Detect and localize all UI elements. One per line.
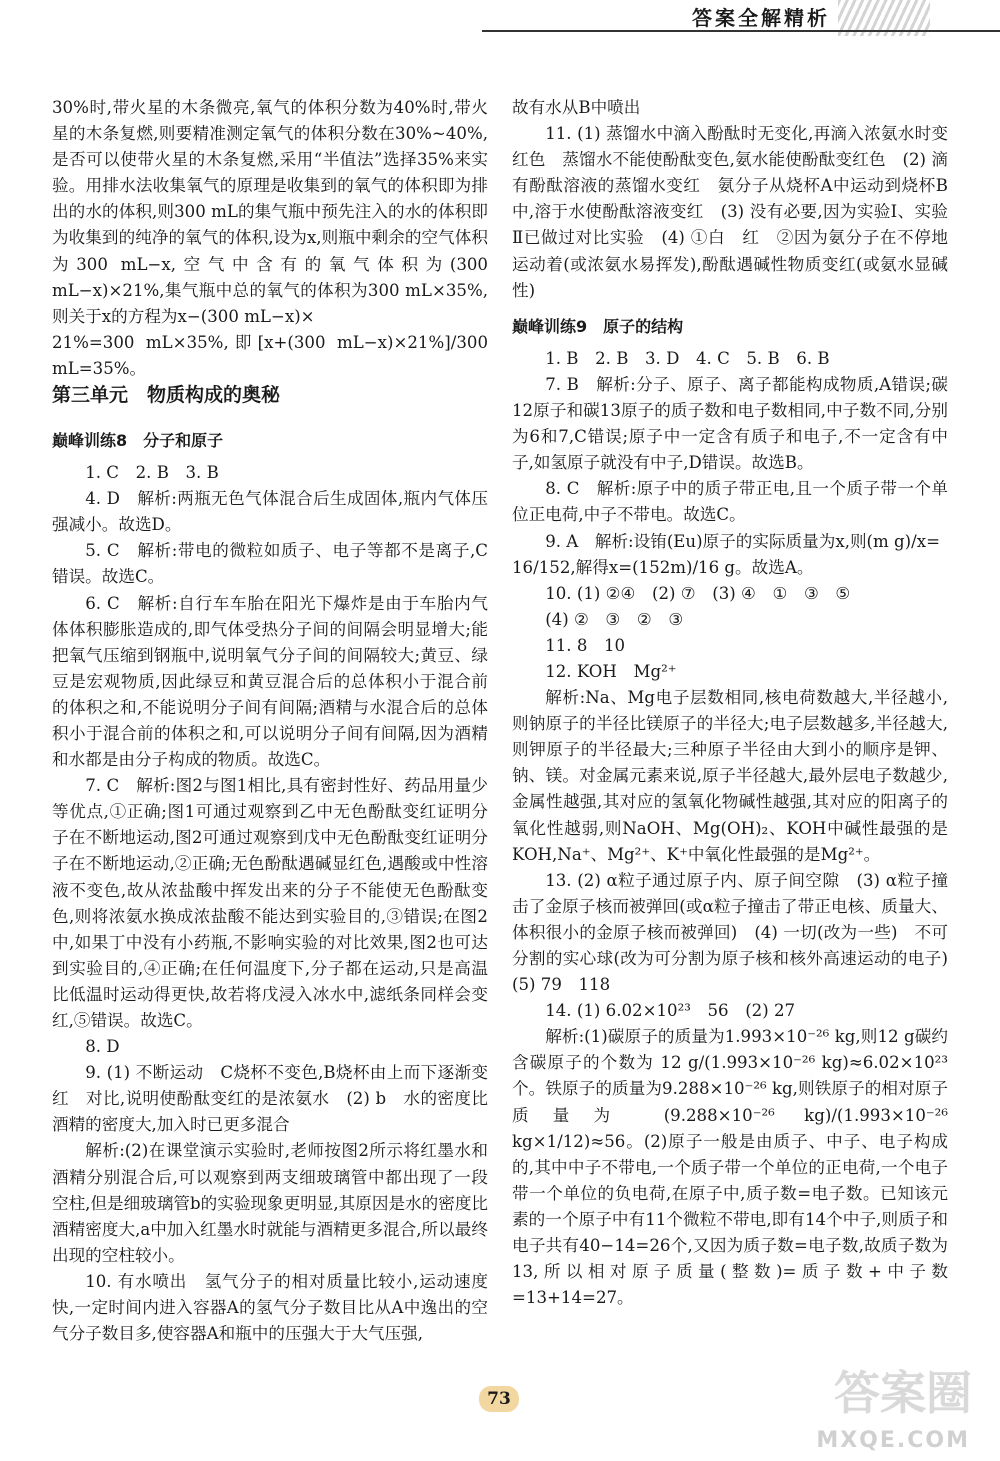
answer-item: 7. C 解析:图2与图1相比,具有密封性好、药品用量少等优点,①正确;图1可通过观察到乙中无色酚酞变红证明分子在不断地运动,图2可通过观察到戊中无色酚酞变红证明分子在不断地运动,②正确;无色酚酞遇碱显红色,遇酸或中性溶液不变色,故从浓盐酸中挥发出来的分子不能使无色酚酞变色,则将浓氨水换成浓盐酸不能达到实验目的,③错误;在图2中,如果丁中没有小药瓶,不影响实验的对比效果,图2也可达到实验目的,④正确;在任何温度下,分子都在运动,只是高温比低温时运动得更快,故若将戊浸入冰水中,滤纸条同样会变红,⑤错误。故选C。 bbox=[52, 776, 488, 1030]
unit-title: 第三单元 物质构成的奥秘 bbox=[52, 383, 281, 406]
answer-item: 14. (1) 6.02×10²³ 56 (2) 27 bbox=[545, 1001, 796, 1021]
answer-item: (4) ② ③ ② ③ bbox=[545, 609, 684, 629]
answer-item: 1. B 2. B 3. D 4. C 5. B 6. B bbox=[545, 348, 830, 368]
answer-item: 9. (1) 不断运动 C烧杯不变色,B烧杯由上而下逐渐变红 对比,说明使酚酞变红的是浓氨水 (2) b 水的密度比酒精的密度大,加入时已更多混合 bbox=[52, 1063, 488, 1135]
header-rule bbox=[482, 30, 1000, 32]
section-title: 巅峰训练8 分子和原子 bbox=[52, 430, 224, 450]
watermark-url: MXQE.COM bbox=[816, 1428, 970, 1453]
paragraph: 故有水从B中喷出 bbox=[512, 98, 641, 117]
answer-item: 7. B 解析:分子、原子、离子都能构成物质,A错误;碳12原子和碳13原子的质子数和电子数相同,中子数不同,分别为6和7,C错误;原子中一定含有质子和电子,不一定含有中子,如氢原子就没有中子,D错误。故选B。 bbox=[512, 374, 948, 473]
watermark-logo: 答案圈 bbox=[834, 1366, 972, 1420]
answer-item: 4. D 解析:两瓶无色气体混合后生成固体,瓶内气体压强减小。故选D。 bbox=[52, 489, 488, 535]
answer-item: 10. (1) ②④ (2) ⑦ (3) ④ ① ③ ⑤ bbox=[545, 583, 851, 603]
answer-item: 1. C 2. B 3. B bbox=[85, 463, 219, 483]
answer-item: 12. KOH Mg²⁺ bbox=[545, 661, 677, 681]
answer-item: 解析:(2)在课堂演示实验时,老师按图2所示将红墨水和酒精分别混合后,可以观察到两支细玻璃管中都出现了一段空柱,但是细玻璃管b的实验现象更明显,其原因是水的密度比酒精密度大,a中加入红墨水时就能与酒精更多混合,所以最终出现的空柱较小。 bbox=[52, 1141, 489, 1265]
answer-item: 10. 有水喷出 氢气分子的相对质量比较小,运动速度快,一定时间内进入容器A的氢气分子数目比从A中逸出的空气分子数目多,使容器A和瓶中的压强大于大气压强, bbox=[52, 1271, 488, 1344]
paragraph: 30%时,带火星的木条微亮,氧气的体积分数为40%时,带火星的木条复燃,则要精准测定氧气的体积分数在30%~40%,是否可以使带火星的木条复燃,采用“半值法”选择35%来实验。用排水法收集氧气的原理是收集到的氧气的体积即为排出的水的体积,则300 mL的集气瓶中预先注入的水的体积即为收集到的纯净的氧气的体积,设为x,则瓶中剩余的空气体积为300 mL−x,空气中含有的氧气体积为(300 mL−x)×21%,集气瓶中总的氧气的体积为300 mL×35%,则关于x的方程为x−(300 mL−x)× bbox=[52, 98, 488, 326]
answer-item: 9. A 解析:设铕(Eu)原子的实际质量为x,则(m g)/x= bbox=[545, 531, 940, 551]
header-title: 答案全解精析 bbox=[692, 6, 830, 30]
answer-item: 解析:Na、Mg电子层数相同,核电荷数越大,半径越小,则钠原子的半径比镁原子的半径大;电子层数越多,半径越大,则钾原子的半径最大;三种原子半径由大到小的顺序是钾、钠、镁。对金属元素来说,原子半径越大,最外层电子数越少,金属性越强,其对应的氢氧化物碱性越强,其对应的阳离子的氧化性越弱,则NaOH、Mg(OH)₂、KOH中碱性最强的是KOH,Na⁺、Mg²⁺、K⁺中氧化性最强的是Mg²⁺。 bbox=[512, 688, 948, 864]
section-title: 巅峰训练9 原子的结构 bbox=[512, 316, 684, 336]
right-column bbox=[512, 95, 965, 1311]
answer-item: 11. (1) 蒸馏水中滴入酚酞时无变化,再滴入浓氨水时变红色 蒸馏水不能使酚酞变色,氨水能使酚酞变红色 (2) 滴有酚酞溶液的蒸馏水变红 氨分子从烧杯A中运动到烧杯B中,溶于水使酚酞溶液变红 (3) 没有必要,因为实验Ⅰ、实验Ⅱ已做过对比实验 (4) ①白 红 ②因为氨分子在不停地运动着(或浓氨水易挥发),酚酞遇碱性物质变红(或氨水显碱性) bbox=[512, 124, 948, 300]
answer-item: 5. C 解析:带电的微粒如质子、电子等都不是离子,C错误。故选C。 bbox=[52, 541, 488, 587]
left-column bbox=[52, 95, 488, 1347]
answer-item: 8. D bbox=[85, 1037, 120, 1057]
answer-item: 13. (2) α粒子通过原子内、原子间空隙 (3) α粒子撞击了金原子核而被弹回(或α粒子撞击了带正电核、质量大、体积很小的金原子核而被弹回) (4) 一切(改为一些) 不可分割的实心球(改为可分割为原子核和核外高速运动的电子) (5) 79 118 bbox=[512, 870, 965, 995]
answer-item: 11. 8 10 bbox=[545, 635, 626, 655]
answer-item: 8. C 解析:原子中的质子带正电,且一个质子带一个单位正电荷,中子不带电。故选C。 bbox=[512, 479, 948, 525]
answer-item: 解析:(1)碳原子的质量为1.993×10⁻²⁶ kg,则12 g碳约含碳原子的个数为 12 g/(1.993×10⁻²⁶ kg)≈6.02×10²³个。铁原子的质量为9.288×10⁻²⁶ kg,则铁原子的相对原子质量为 (9.288×10⁻²⁶ kg)/(1.993×10⁻²⁶ kg×1/12)≈56。(2)原子一般是由质子、中子、电子构成的,其中中子不带电,一个质子带一个单位的正电荷,一个电子带一个单位的负电荷,在原子中,质子数=电子数。已知该元素的一个原子中有11个微粒不带电,即有14个中子,则质子和电子共有40−14=26个,又因为质子数=电子数,故质子数为13,所以相对原子质量(整数)=质子数+中子数=13+14=27。 bbox=[512, 1027, 948, 1308]
answer-item: 16/152,解得x=(152m)/16 g。故选A。 bbox=[512, 557, 814, 577]
answer-item: 6. C 解析:自行车车胎在阳光下爆炸是由于车胎内气体体积膨胀造成的,即气体受热分子间的间隔会明显增大;能把氧气压缩到钢瓶中,说明氧气分子间的间隔较大;黄豆、绿豆是宏观物质,因此绿豆和黄豆混合后的总体积小于混合前的体积之和,不能说明分子间有间隔;酒精与水混合后的总体积小于混合前的体积之和,可以说明分子间有间隔,因为酒精和水都是由分子构成的物质。故选C。 bbox=[52, 593, 488, 770]
page-number: 73 bbox=[479, 1386, 519, 1412]
equation-line: 21%=300 mL×35%,即[x+(300 mL−x)×21%]/300 mL=35%。 bbox=[52, 332, 488, 378]
